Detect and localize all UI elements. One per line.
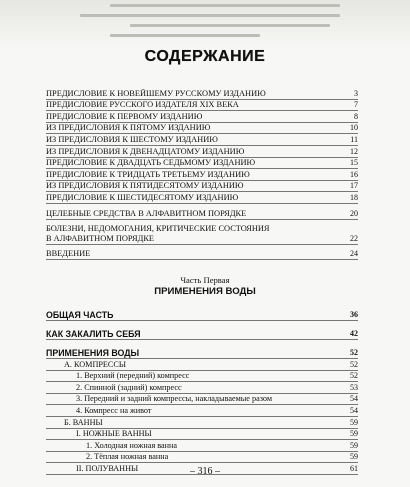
toc-entry-page: 54 — [350, 405, 358, 415]
toc-entry-page: 18 — [350, 192, 358, 202]
toc-entry-title: 2. Тёплая ножная ванна — [86, 452, 169, 462]
toc-entry[interactable] — [46, 208, 358, 220]
page-number: – 316 – — [190, 466, 220, 477]
toc-entry-page: 59 — [350, 417, 358, 427]
toc-entry-page: 52 — [350, 371, 358, 381]
toc-entry-title — [46, 224, 346, 244]
toc-entry-title-line: В АЛФАВИТНОМ ПОРЯДКЕ — [46, 233, 155, 243]
toc-entry[interactable] — [46, 382, 358, 394]
toc-entry-page: 3 — [354, 88, 358, 98]
toc-entry-title: ИЗ ПРЕДИСЛОВИЯ К ПЯТИДЕСЯТОМУ ИЗДАНИЮ — [46, 181, 244, 191]
toc-entry[interactable] — [46, 345, 358, 359]
toc-entry[interactable] — [46, 417, 358, 429]
toc-entry[interactable] — [46, 100, 358, 112]
toc-entry-title: ИЗ ПРЕДИСЛОВИЯ К ШЕСТОМУ ИЗДАНИЮ — [46, 134, 218, 144]
toc-entry[interactable] — [46, 224, 358, 245]
toc-entry-page: 11 — [350, 134, 358, 144]
toc-entry-title: А. КОМПРЕССЫ — [64, 359, 126, 369]
toc-entry-page: 16 — [350, 169, 358, 179]
toc-entry-title: 2. Спинной (задний) компресс — [76, 382, 182, 392]
toc-entry[interactable] — [46, 192, 358, 204]
toc-entry-page: 53 — [350, 382, 358, 392]
toc-entry-title: ПРЕДИСЛОВИЕ К ПЕРВОМУ ИЗДАНИЮ — [46, 111, 203, 121]
toc-entry-title: ЦЕЛЕБНЫЕ СРЕДСТВА В АЛФАВИТНОМ ПОРЯДКЕ — [46, 208, 247, 218]
toc-entry[interactable] — [46, 371, 358, 383]
toc-entry-page: 12 — [350, 146, 358, 156]
toc-entry-title: ПРЕДИСЛОВИЕ К НОВЕЙШЕМУ РУССКОМУ ИЗДАНИЮ — [46, 88, 266, 98]
toc-entry-page: 59 — [350, 429, 358, 439]
toc-entry-title: I. НОЖНЫЕ ВАННЫ — [76, 429, 152, 439]
toc-entry[interactable] — [46, 307, 358, 321]
toc-entry-page: 17 — [350, 181, 358, 191]
toc-entry[interactable] — [46, 146, 358, 158]
toc-entry[interactable] — [46, 440, 358, 452]
toc-entry-page: 54 — [350, 394, 358, 404]
part-heading: Часть Первая — [180, 275, 230, 285]
toc-entry-page: 42 — [350, 329, 358, 338]
toc-entry[interactable] — [46, 134, 358, 146]
toc-entry[interactable] — [46, 394, 358, 406]
toc-entry[interactable] — [46, 452, 358, 464]
toc-entry[interactable] — [46, 111, 358, 123]
toc-entry[interactable] — [46, 429, 358, 441]
toc-entry[interactable] — [46, 326, 358, 340]
toc-entry-title: 1. Холодная ножная ванна — [86, 440, 178, 450]
toc-entry-title-line: БОЛЕЗНИ, НЕДОМОГАНИЯ, КРИТИЧЕСКИЕ СОСТОЯНИЯ — [46, 223, 270, 233]
toc-entry-page: 15 — [350, 158, 358, 168]
toc-entry-page: 59 — [350, 452, 358, 462]
toc-entry-title: Б. ВАННЫ — [64, 417, 103, 427]
toc-part-one — [46, 302, 358, 475]
toc-entry-page: 22 — [350, 233, 358, 243]
toc-entry[interactable] — [46, 249, 358, 261]
toc-entry-title: II. ПОЛУВАННЫ — [76, 463, 139, 473]
toc-entry[interactable] — [46, 158, 358, 170]
toc-entry-page: 8 — [354, 111, 358, 121]
toc-entry-title: ПРЕДИСЛОВИЕ РУССКОГО ИЗДАТЕЛЯ XIX ВЕКА — [46, 100, 239, 110]
toc-entry-title: 4. Компресс на живот — [76, 405, 152, 415]
toc-entry[interactable] — [46, 88, 358, 100]
toc-entry-page: 10 — [350, 123, 358, 133]
show-through-text-area — [0, 0, 410, 50]
toc-entry-title: ИЗ ПРЕДИСЛОВИЯ К ДВЕНАДЦАТОМУ ИЗДАНИЮ — [46, 146, 245, 156]
toc-entry-title: 1. Верхний (передний) компресс — [76, 371, 190, 381]
toc-entry-title: ИЗ ПРЕДИСЛОВИЯ К ПЯТОМУ ИЗДАНИЮ — [46, 123, 211, 133]
toc-entry-page: 36 — [350, 310, 358, 319]
toc-entry-title: 3. Передний и задний компрессы, накладываемые разом — [76, 394, 273, 404]
toc-entry-page: 61 — [350, 463, 358, 473]
toc-entry[interactable] — [46, 181, 358, 193]
toc-entry-title: ПРЕДИСЛОВИЕ К ТРИДЦАТЬ ТРЕТЬЕМУ ИЗДАНИЮ — [46, 169, 250, 179]
toc-entry-page: 52 — [350, 359, 358, 369]
toc-entry-page: 59 — [350, 440, 358, 450]
toc-entry-title: ПРИМЕНЕНИЯ ВОДЫ — [46, 348, 140, 358]
toc-entry[interactable] — [46, 405, 358, 417]
toc-entry-title: ВВЕДЕНИЕ — [46, 249, 91, 259]
toc-entry[interactable] — [46, 123, 358, 135]
toc-entry[interactable] — [46, 169, 358, 181]
toc-entry-page: 20 — [350, 208, 358, 218]
toc-entry-title: ПРЕДИСЛОВИЕ К ШЕСТИДЕСЯТОМУ ИЗДАНИЮ — [46, 192, 239, 202]
toc-entry-title: ПРЕДИСЛОВИЕ К ДВАДЦАТЬ СЕДЬМОМУ ИЗДАНИЮ — [46, 158, 256, 168]
toc-entry-page: 24 — [350, 249, 358, 259]
page-title: СОДЕРЖАНИЕ — [144, 48, 266, 65]
toc-entry-title: КАК ЗАКАЛИТЬ СЕБЯ — [46, 329, 141, 339]
toc-front-matter — [46, 88, 358, 260]
toc-entry-title: ОБЩАЯ ЧАСТЬ — [46, 310, 114, 320]
toc-entry-page: 7 — [354, 100, 358, 110]
toc-entry[interactable] — [46, 359, 358, 371]
part-title: ПРИМЕНЕНИЯ ВОДЫ — [154, 286, 256, 297]
toc-entry-page: 52 — [350, 348, 358, 357]
